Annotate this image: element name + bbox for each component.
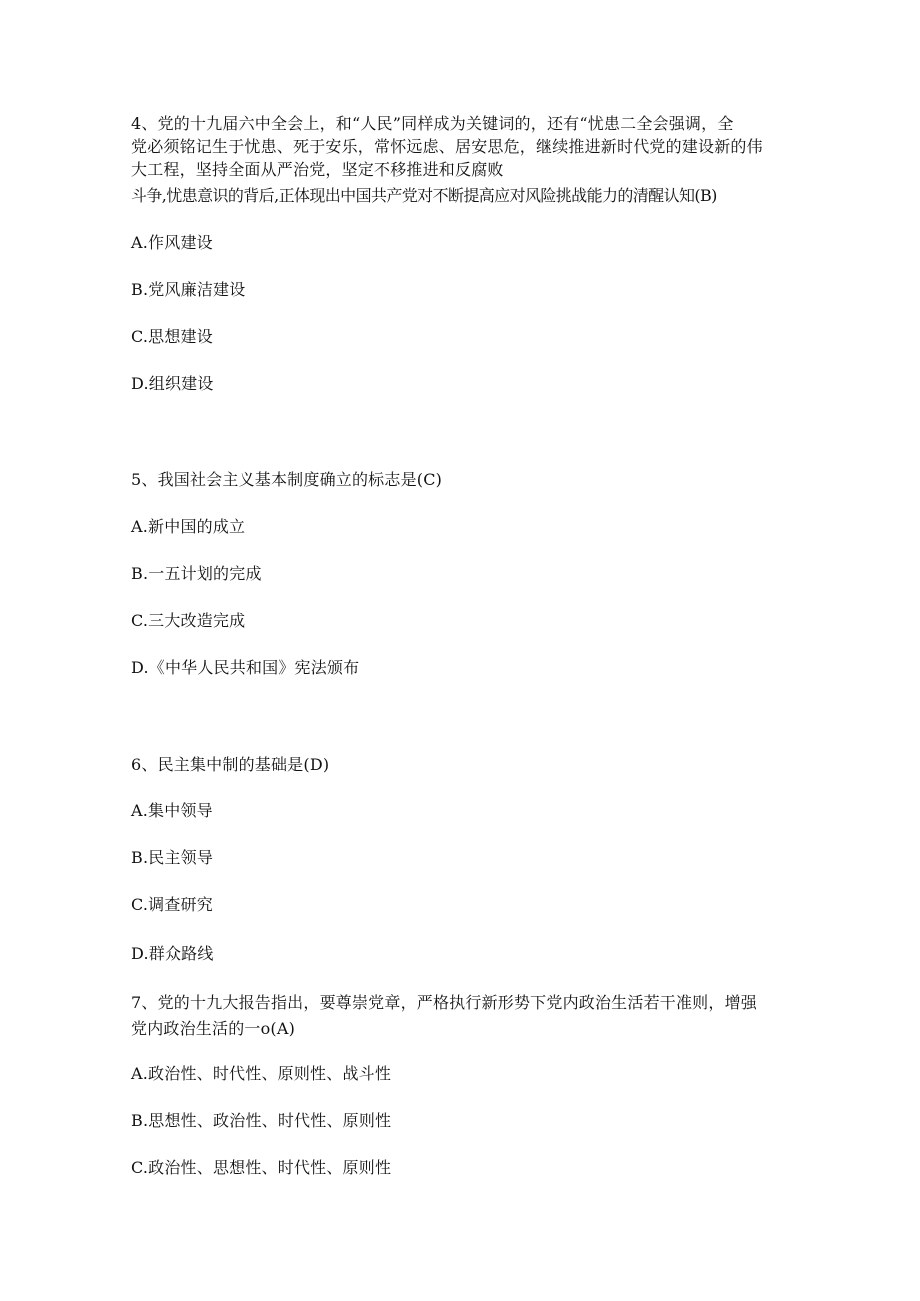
question-stem-line: 5、我国社会主义基本制度确立的标志是(C) bbox=[131, 470, 443, 489]
option-b: B.思想性、政治性、时代性、原则性 bbox=[131, 1111, 392, 1130]
option-d: D.组织建设 bbox=[131, 374, 214, 393]
option-c: C.三大改造完成 bbox=[131, 611, 246, 630]
option-c: C.调查研究 bbox=[131, 895, 213, 914]
option-d: D.《中华人民共和国》宪法颁布 bbox=[131, 658, 360, 677]
option-c: C.思想建设 bbox=[131, 327, 213, 346]
option-d: D.群众路线 bbox=[131, 944, 214, 963]
option-b: B.民主领导 bbox=[131, 848, 214, 867]
question-stem-line: 党内政治生活的一o(A) bbox=[131, 1019, 296, 1038]
question-stem-line: 4、党的十九届六中全会上，和“人民”同样成为关键词的，还有“忧患二全会强调，全 bbox=[131, 114, 734, 133]
option-a: A.作风建设 bbox=[131, 233, 213, 252]
option-c: C.政治性、思想性、时代性、原则性 bbox=[131, 1158, 392, 1177]
question-stem-line: 大工程，坚持全面从严治党，坚定不移推进和反腐败 bbox=[131, 160, 504, 179]
option-b: B.一五计划的完成 bbox=[131, 564, 262, 583]
option-a: A.政治性、时代性、原则性、战斗性 bbox=[131, 1064, 392, 1083]
option-b: B.党风廉洁建设 bbox=[131, 280, 246, 299]
question-stem-line: 党必须铭记生于忧患、死于安乐，常怀远虑、居安思危，继续推进新时代党的建设新的伟 bbox=[131, 137, 763, 156]
option-a: A.集中领导 bbox=[131, 801, 213, 820]
question-stem-line: 7、党的十九大报告指出，要尊崇党章，严格执行新形势下党内政治生活若干准则，增强 bbox=[131, 993, 757, 1012]
question-stem-line: 斗争,忧患意识的背后,正体现出中国共产党对不断提高应对风险挑战能力的清醒认知(B) bbox=[131, 186, 717, 205]
option-a: A.新中国的成立 bbox=[131, 517, 246, 536]
question-stem-line: 6、民主集中制的基础是(D) bbox=[131, 755, 330, 774]
